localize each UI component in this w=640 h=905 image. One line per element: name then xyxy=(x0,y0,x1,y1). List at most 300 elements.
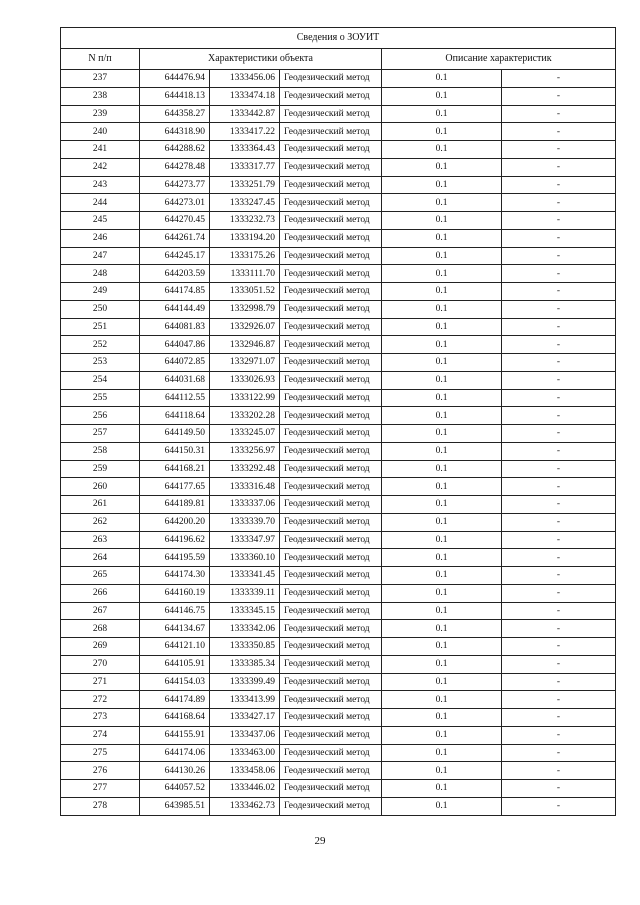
coord-x-cell: 644160.19 xyxy=(140,584,210,602)
method-cell: Геодезический метод xyxy=(280,247,382,265)
accuracy-cell: 0.1 xyxy=(382,691,502,709)
coord-x-cell: 644245.17 xyxy=(140,247,210,265)
method-cell: Геодезический метод xyxy=(280,709,382,727)
row-number-cell: 250 xyxy=(61,300,140,318)
coord-x-cell: 644203.59 xyxy=(140,265,210,283)
table-row xyxy=(61,620,616,638)
coord-x-cell: 644189.81 xyxy=(140,496,210,514)
coord-y-cell: 1333442.87 xyxy=(210,105,280,123)
accuracy-cell: 0.1 xyxy=(382,620,502,638)
table-row xyxy=(61,442,616,460)
method-cell: Геодезический метод xyxy=(280,638,382,656)
table-row xyxy=(61,389,616,407)
coord-x-cell: 644155.91 xyxy=(140,726,210,744)
table-row xyxy=(61,726,616,744)
row-number-cell: 245 xyxy=(61,212,140,230)
description-cell: - xyxy=(502,531,616,549)
method-cell: Геодезический метод xyxy=(280,531,382,549)
table-row xyxy=(61,283,616,301)
accuracy-cell: 0.1 xyxy=(382,442,502,460)
table-row xyxy=(61,425,616,443)
row-number-cell: 242 xyxy=(61,158,140,176)
table-row xyxy=(61,460,616,478)
description-cell: - xyxy=(502,567,616,585)
coord-y-cell: 1333194.20 xyxy=(210,229,280,247)
description-cell: - xyxy=(502,354,616,372)
row-number-cell: 268 xyxy=(61,620,140,638)
table-row xyxy=(61,336,616,354)
description-cell: - xyxy=(502,478,616,496)
description-cell: - xyxy=(502,709,616,727)
accuracy-cell: 0.1 xyxy=(382,212,502,230)
method-cell: Геодезический метод xyxy=(280,300,382,318)
description-cell: - xyxy=(502,389,616,407)
row-number-cell: 240 xyxy=(61,123,140,141)
accuracy-cell: 0.1 xyxy=(382,176,502,194)
accuracy-cell: 0.1 xyxy=(382,300,502,318)
accuracy-cell: 0.1 xyxy=(382,265,502,283)
row-number-cell: 277 xyxy=(61,780,140,798)
accuracy-cell: 0.1 xyxy=(382,726,502,744)
description-cell: - xyxy=(502,265,616,283)
coord-x-cell: 644168.21 xyxy=(140,460,210,478)
method-cell: Геодезический метод xyxy=(280,780,382,798)
description-cell: - xyxy=(502,141,616,159)
table-row xyxy=(61,70,616,88)
row-number-cell: 262 xyxy=(61,513,140,531)
coord-x-cell: 644105.91 xyxy=(140,655,210,673)
method-cell: Геодезический метод xyxy=(280,567,382,585)
coord-x-cell: 644174.06 xyxy=(140,744,210,762)
coord-y-cell: 1333462.73 xyxy=(210,797,280,815)
method-cell: Геодезический метод xyxy=(280,389,382,407)
row-number-cell: 241 xyxy=(61,141,140,159)
coord-y-cell: 1333417.22 xyxy=(210,123,280,141)
coord-y-cell: 1333347.97 xyxy=(210,531,280,549)
accuracy-cell: 0.1 xyxy=(382,229,502,247)
coord-x-cell: 644146.75 xyxy=(140,602,210,620)
description-cell: - xyxy=(502,780,616,798)
description-cell: - xyxy=(502,496,616,514)
accuracy-cell: 0.1 xyxy=(382,762,502,780)
accuracy-cell: 0.1 xyxy=(382,673,502,691)
description-cell: - xyxy=(502,602,616,620)
coord-x-cell: 644174.85 xyxy=(140,283,210,301)
accuracy-cell: 0.1 xyxy=(382,797,502,815)
row-number-cell: 247 xyxy=(61,247,140,265)
coord-x-cell: 644121.10 xyxy=(140,638,210,656)
accuracy-cell: 0.1 xyxy=(382,87,502,105)
table-row xyxy=(61,584,616,602)
method-cell: Геодезический метод xyxy=(280,371,382,389)
method-cell: Геодезический метод xyxy=(280,602,382,620)
description-cell: - xyxy=(502,549,616,567)
coord-x-cell: 644081.83 xyxy=(140,318,210,336)
description-cell: - xyxy=(502,194,616,212)
table-row xyxy=(61,496,616,514)
row-number-cell: 258 xyxy=(61,442,140,460)
description-cell: - xyxy=(502,229,616,247)
row-number-cell: 255 xyxy=(61,389,140,407)
row-number-cell: 248 xyxy=(61,265,140,283)
accuracy-cell: 0.1 xyxy=(382,567,502,585)
accuracy-cell: 0.1 xyxy=(382,158,502,176)
row-number-cell: 251 xyxy=(61,318,140,336)
coord-y-cell: 1333360.10 xyxy=(210,549,280,567)
row-number-cell: 270 xyxy=(61,655,140,673)
description-cell: - xyxy=(502,584,616,602)
coord-y-cell: 1332998.79 xyxy=(210,300,280,318)
coord-x-cell: 644270.45 xyxy=(140,212,210,230)
accuracy-cell: 0.1 xyxy=(382,744,502,762)
accuracy-cell: 0.1 xyxy=(382,478,502,496)
method-cell: Геодезический метод xyxy=(280,496,382,514)
description-cell: - xyxy=(502,336,616,354)
coord-y-cell: 1333026.93 xyxy=(210,371,280,389)
method-cell: Геодезический метод xyxy=(280,762,382,780)
description-cell: - xyxy=(502,425,616,443)
table-row xyxy=(61,247,616,265)
coord-x-cell: 644134.67 xyxy=(140,620,210,638)
coord-y-cell: 1332946.87 xyxy=(210,336,280,354)
table-row xyxy=(61,212,616,230)
description-cell: - xyxy=(502,762,616,780)
accuracy-cell: 0.1 xyxy=(382,283,502,301)
description-cell: - xyxy=(502,691,616,709)
table-title-row xyxy=(61,28,616,49)
accuracy-cell: 0.1 xyxy=(382,602,502,620)
coord-y-cell: 1333456.06 xyxy=(210,70,280,88)
description-cell: - xyxy=(502,460,616,478)
row-number-cell: 260 xyxy=(61,478,140,496)
description-cell: - xyxy=(502,638,616,656)
table-row xyxy=(61,762,616,780)
table-row xyxy=(61,531,616,549)
coord-y-cell: 1333385.34 xyxy=(210,655,280,673)
row-number-cell: 253 xyxy=(61,354,140,372)
method-cell: Геодезический метод xyxy=(280,354,382,372)
coord-y-cell: 1333202.28 xyxy=(210,407,280,425)
table-row xyxy=(61,265,616,283)
description-cell: - xyxy=(502,158,616,176)
method-cell: Геодезический метод xyxy=(280,744,382,762)
accuracy-cell: 0.1 xyxy=(382,460,502,478)
accuracy-cell: 0.1 xyxy=(382,655,502,673)
coord-x-cell: 644174.30 xyxy=(140,567,210,585)
accuracy-cell: 0.1 xyxy=(382,531,502,549)
table-row xyxy=(61,549,616,567)
method-cell: Геодезический метод xyxy=(280,318,382,336)
coord-y-cell: 1333175.26 xyxy=(210,247,280,265)
coord-x-cell: 644118.64 xyxy=(140,407,210,425)
table-row xyxy=(61,673,616,691)
row-number-cell: 276 xyxy=(61,762,140,780)
table-row xyxy=(61,478,616,496)
coord-y-cell: 1333341.45 xyxy=(210,567,280,585)
accuracy-cell: 0.1 xyxy=(382,354,502,372)
row-number-cell: 249 xyxy=(61,283,140,301)
coord-y-cell: 1333337.06 xyxy=(210,496,280,514)
coord-y-cell: 1333458.06 xyxy=(210,762,280,780)
coord-y-cell: 1333446.02 xyxy=(210,780,280,798)
coord-y-cell: 1333316.48 xyxy=(210,478,280,496)
description-cell: - xyxy=(502,300,616,318)
accuracy-cell: 0.1 xyxy=(382,584,502,602)
row-number-cell: 257 xyxy=(61,425,140,443)
description-cell: - xyxy=(502,87,616,105)
table-row xyxy=(61,229,616,247)
table-row xyxy=(61,105,616,123)
accuracy-cell: 0.1 xyxy=(382,70,502,88)
coord-x-cell: 644273.01 xyxy=(140,194,210,212)
coord-x-cell: 644047.86 xyxy=(140,336,210,354)
row-number-cell: 275 xyxy=(61,744,140,762)
description-cell: - xyxy=(502,123,616,141)
coord-y-cell: 1333350.85 xyxy=(210,638,280,656)
table-row xyxy=(61,176,616,194)
row-number-cell: 278 xyxy=(61,797,140,815)
method-cell: Геодезический метод xyxy=(280,229,382,247)
table-row xyxy=(61,709,616,727)
coord-x-cell: 644288.62 xyxy=(140,141,210,159)
coord-x-cell: 643985.51 xyxy=(140,797,210,815)
coord-x-cell: 644168.64 xyxy=(140,709,210,727)
row-number-cell: 237 xyxy=(61,70,140,88)
method-cell: Геодезический метод xyxy=(280,797,382,815)
table-row xyxy=(61,371,616,389)
coord-y-cell: 1333256.97 xyxy=(210,442,280,460)
row-number-cell: 263 xyxy=(61,531,140,549)
description-cell: - xyxy=(502,726,616,744)
accuracy-cell: 0.1 xyxy=(382,336,502,354)
method-cell: Геодезический метод xyxy=(280,141,382,159)
method-cell: Геодезический метод xyxy=(280,105,382,123)
description-cell: - xyxy=(502,797,616,815)
row-number-cell: 254 xyxy=(61,371,140,389)
accuracy-cell: 0.1 xyxy=(382,141,502,159)
description-cell: - xyxy=(502,176,616,194)
method-cell: Геодезический метод xyxy=(280,336,382,354)
table-row xyxy=(61,354,616,372)
coord-y-cell: 1333463.00 xyxy=(210,744,280,762)
zouit-table xyxy=(60,27,616,816)
description-cell: - xyxy=(502,744,616,762)
accuracy-cell: 0.1 xyxy=(382,780,502,798)
method-cell: Геодезический метод xyxy=(280,726,382,744)
row-number-cell: 259 xyxy=(61,460,140,478)
description-cell: - xyxy=(502,212,616,230)
row-number-cell: 271 xyxy=(61,673,140,691)
row-number-cell: 238 xyxy=(61,87,140,105)
coord-x-cell: 644358.27 xyxy=(140,105,210,123)
coord-y-cell: 1333342.06 xyxy=(210,620,280,638)
coord-x-cell: 644072.85 xyxy=(140,354,210,372)
table-row xyxy=(61,158,616,176)
page-number: 29 xyxy=(314,835,326,847)
header-characteristics: Характеристики объекта xyxy=(140,49,382,70)
row-number-cell: 272 xyxy=(61,691,140,709)
coord-x-cell: 644174.89 xyxy=(140,691,210,709)
row-number-cell: 256 xyxy=(61,407,140,425)
coord-y-cell: 1333413.99 xyxy=(210,691,280,709)
row-number-cell: 261 xyxy=(61,496,140,514)
coord-x-cell: 644273.77 xyxy=(140,176,210,194)
accuracy-cell: 0.1 xyxy=(382,407,502,425)
method-cell: Геодезический метод xyxy=(280,673,382,691)
table-row xyxy=(61,513,616,531)
row-number-cell: 239 xyxy=(61,105,140,123)
table-row xyxy=(61,638,616,656)
accuracy-cell: 0.1 xyxy=(382,549,502,567)
row-number-cell: 244 xyxy=(61,194,140,212)
coord-y-cell: 1333111.70 xyxy=(210,265,280,283)
table-row xyxy=(61,300,616,318)
method-cell: Геодезический метод xyxy=(280,87,382,105)
accuracy-cell: 0.1 xyxy=(382,425,502,443)
description-cell: - xyxy=(502,70,616,88)
coord-y-cell: 1333437.06 xyxy=(210,726,280,744)
coord-x-cell: 644196.62 xyxy=(140,531,210,549)
coord-y-cell: 1332926.07 xyxy=(210,318,280,336)
coord-x-cell: 644031.68 xyxy=(140,371,210,389)
method-cell: Геодезический метод xyxy=(280,283,382,301)
accuracy-cell: 0.1 xyxy=(382,123,502,141)
table-row xyxy=(61,744,616,762)
row-number-cell: 274 xyxy=(61,726,140,744)
row-number-cell: 265 xyxy=(61,567,140,585)
accuracy-cell: 0.1 xyxy=(382,513,502,531)
header-num: N п/п xyxy=(61,49,140,70)
accuracy-cell: 0.1 xyxy=(382,638,502,656)
method-cell: Геодезический метод xyxy=(280,158,382,176)
table-header-row xyxy=(61,49,616,70)
method-cell: Геодезический метод xyxy=(280,176,382,194)
table-row xyxy=(61,123,616,141)
method-cell: Геодезический метод xyxy=(280,620,382,638)
coord-y-cell: 1333247.45 xyxy=(210,194,280,212)
coord-y-cell: 1333051.52 xyxy=(210,283,280,301)
description-cell: - xyxy=(502,620,616,638)
header-description: Описание характеристик xyxy=(382,49,616,70)
accuracy-cell: 0.1 xyxy=(382,371,502,389)
accuracy-cell: 0.1 xyxy=(382,709,502,727)
coord-x-cell: 644057.52 xyxy=(140,780,210,798)
method-cell: Геодезический метод xyxy=(280,70,382,88)
coord-y-cell: 1333474.18 xyxy=(210,87,280,105)
coord-x-cell: 644177.65 xyxy=(140,478,210,496)
row-number-cell: 252 xyxy=(61,336,140,354)
method-cell: Геодезический метод xyxy=(280,691,382,709)
coord-y-cell: 1333427.17 xyxy=(210,709,280,727)
description-cell: - xyxy=(502,513,616,531)
coord-y-cell: 1333317.77 xyxy=(210,158,280,176)
description-cell: - xyxy=(502,318,616,336)
row-number-cell: 243 xyxy=(61,176,140,194)
row-number-cell: 273 xyxy=(61,709,140,727)
coord-x-cell: 644278.48 xyxy=(140,158,210,176)
row-number-cell: 267 xyxy=(61,602,140,620)
table-row xyxy=(61,691,616,709)
method-cell: Геодезический метод xyxy=(280,265,382,283)
table-title: Сведения о ЗОУИТ xyxy=(61,28,616,49)
description-cell: - xyxy=(502,247,616,265)
coord-y-cell: 1332971.07 xyxy=(210,354,280,372)
coord-x-cell: 644476.94 xyxy=(140,70,210,88)
description-cell: - xyxy=(502,105,616,123)
coord-x-cell: 644261.74 xyxy=(140,229,210,247)
description-cell: - xyxy=(502,442,616,460)
method-cell: Геодезический метод xyxy=(280,425,382,443)
table-row xyxy=(61,141,616,159)
row-number-cell: 246 xyxy=(61,229,140,247)
coord-y-cell: 1333339.11 xyxy=(210,584,280,602)
method-cell: Геодезический метод xyxy=(280,513,382,531)
coord-y-cell: 1333292.48 xyxy=(210,460,280,478)
table-row xyxy=(61,87,616,105)
method-cell: Геодезический метод xyxy=(280,549,382,567)
row-number-cell: 266 xyxy=(61,584,140,602)
coord-x-cell: 644195.59 xyxy=(140,549,210,567)
coord-x-cell: 644149.50 xyxy=(140,425,210,443)
accuracy-cell: 0.1 xyxy=(382,247,502,265)
method-cell: Геодезический метод xyxy=(280,460,382,478)
coord-y-cell: 1333245.07 xyxy=(210,425,280,443)
description-cell: - xyxy=(502,673,616,691)
table-row xyxy=(61,655,616,673)
method-cell: Геодезический метод xyxy=(280,194,382,212)
accuracy-cell: 0.1 xyxy=(382,105,502,123)
method-cell: Геодезический метод xyxy=(280,584,382,602)
table-row xyxy=(61,318,616,336)
description-cell: - xyxy=(502,655,616,673)
accuracy-cell: 0.1 xyxy=(382,389,502,407)
coord-x-cell: 644112.55 xyxy=(140,389,210,407)
row-number-cell: 264 xyxy=(61,549,140,567)
coord-y-cell: 1333251.79 xyxy=(210,176,280,194)
coord-x-cell: 644144.49 xyxy=(140,300,210,318)
description-cell: - xyxy=(502,371,616,389)
coord-x-cell: 644200.20 xyxy=(140,513,210,531)
accuracy-cell: 0.1 xyxy=(382,496,502,514)
coord-x-cell: 644154.03 xyxy=(140,673,210,691)
coord-x-cell: 644318.90 xyxy=(140,123,210,141)
method-cell: Геодезический метод xyxy=(280,478,382,496)
coord-y-cell: 1333232.73 xyxy=(210,212,280,230)
table-row xyxy=(61,602,616,620)
coord-y-cell: 1333364.43 xyxy=(210,141,280,159)
table-row xyxy=(61,407,616,425)
coord-y-cell: 1333399.49 xyxy=(210,673,280,691)
table-row xyxy=(61,780,616,798)
table-row xyxy=(61,797,616,815)
method-cell: Геодезический метод xyxy=(280,655,382,673)
accuracy-cell: 0.1 xyxy=(382,318,502,336)
table-row xyxy=(61,567,616,585)
description-cell: - xyxy=(502,407,616,425)
table-row xyxy=(61,194,616,212)
method-cell: Геодезический метод xyxy=(280,407,382,425)
description-cell: - xyxy=(502,283,616,301)
coord-y-cell: 1333122.99 xyxy=(210,389,280,407)
accuracy-cell: 0.1 xyxy=(382,194,502,212)
coord-x-cell: 644130.26 xyxy=(140,762,210,780)
coord-y-cell: 1333345.15 xyxy=(210,602,280,620)
method-cell: Геодезический метод xyxy=(280,212,382,230)
coord-y-cell: 1333339.70 xyxy=(210,513,280,531)
table-body xyxy=(61,28,616,816)
row-number-cell: 269 xyxy=(61,638,140,656)
coord-x-cell: 644150.31 xyxy=(140,442,210,460)
